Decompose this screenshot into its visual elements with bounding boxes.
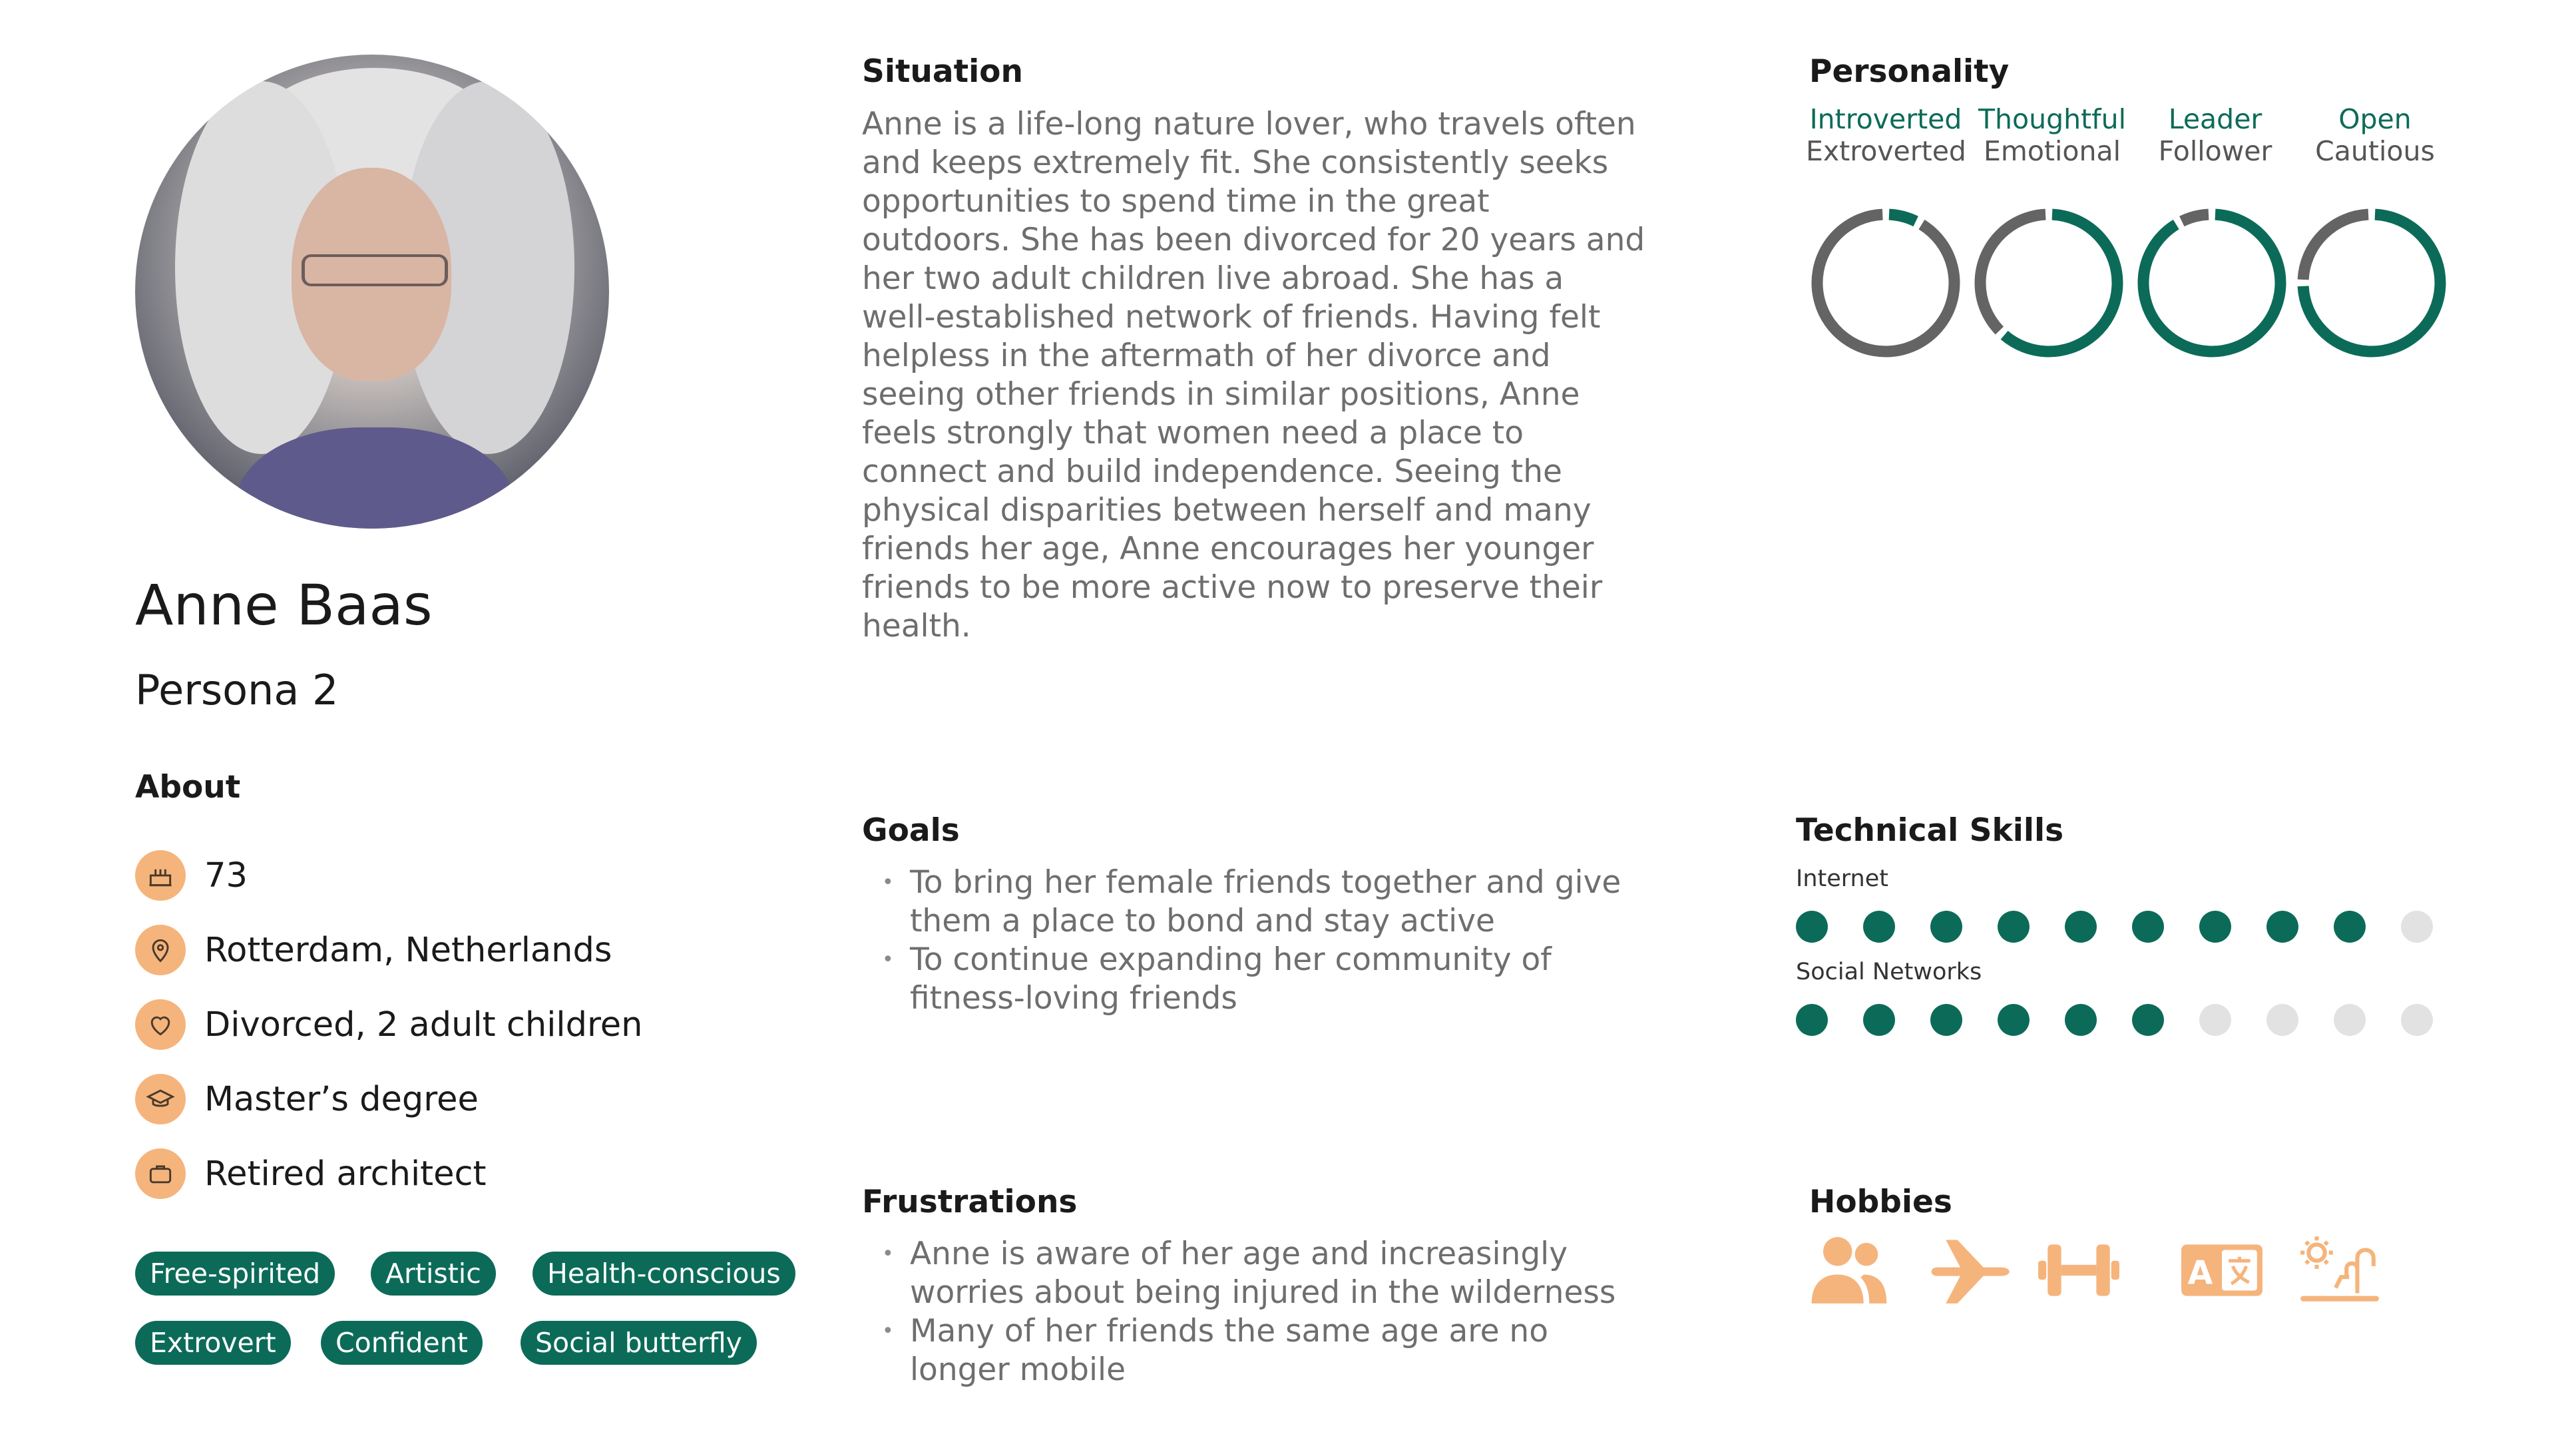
skill-dot xyxy=(2132,1004,2164,1036)
personality-ring xyxy=(2300,211,2444,355)
tag-confident: Confident xyxy=(321,1321,483,1365)
airplane-icon xyxy=(1926,1230,2012,1310)
cake-icon xyxy=(135,850,186,901)
skill-dot xyxy=(1930,911,1962,943)
skill-dot xyxy=(1863,1004,1895,1036)
skill-dot xyxy=(2065,1004,2097,1036)
skill-label-social-networks: Social Networks xyxy=(1796,959,1982,985)
goals-list xyxy=(862,863,1621,1018)
about-education xyxy=(135,1073,479,1126)
about-location-text: Rotterdam, Netherlands xyxy=(204,930,612,970)
goals-title: Goals xyxy=(862,812,960,849)
skill-dots-social-networks xyxy=(1796,1004,2435,1037)
personality-ring xyxy=(2120,193,2303,373)
trait-top-label: Thoughtful xyxy=(1978,103,2126,135)
skill-dot xyxy=(1796,1004,1828,1036)
personality-ring xyxy=(1797,193,1980,373)
skill-dot xyxy=(2334,911,2366,943)
graduation-cap-icon xyxy=(135,1074,186,1124)
translate-icon xyxy=(2179,1230,2265,1310)
persona-name: Anne Baas xyxy=(135,573,433,638)
persona-subtitle: Persona 2 xyxy=(135,666,339,714)
about-occupation xyxy=(135,1147,487,1200)
skill-dot xyxy=(1863,911,1895,943)
goal-item: • To bring her female friends together and give them a place to bond and stay active xyxy=(862,863,1621,941)
about-age xyxy=(135,849,248,902)
ring-top-arc xyxy=(2140,211,2284,355)
tag-extrovert: Extrovert xyxy=(135,1321,291,1365)
skill-dot xyxy=(1998,911,2030,943)
skill-dot xyxy=(2401,911,2433,943)
trait-bottom-label: Extroverted xyxy=(1806,135,1966,167)
skill-dot xyxy=(2334,1004,2366,1036)
frustration-item: • Anne is aware of her age and increasingly worries about being injured in the wilderness xyxy=(862,1235,1615,1312)
tag-free-spirited: Free-spirited xyxy=(135,1252,335,1296)
svg-text:A: A xyxy=(2187,1254,2213,1292)
trait-introverted-extroverted xyxy=(1806,103,1966,167)
tag-health-conscious: Health-conscious xyxy=(533,1252,795,1296)
trait-bottom-label: Cautious xyxy=(2315,135,2435,167)
skill-dot xyxy=(2065,911,2097,943)
skill-dot xyxy=(2266,1004,2298,1036)
trait-thoughtful-emotional xyxy=(1972,103,2132,167)
friends-group-icon xyxy=(1806,1230,1892,1310)
trait-top-label: Leader xyxy=(2168,103,2262,135)
tag-artistic: Artistic xyxy=(371,1252,496,1296)
skill-dot xyxy=(1930,1004,1962,1036)
personality-ring xyxy=(1952,193,2145,373)
about-family xyxy=(135,998,643,1051)
about-location xyxy=(135,923,612,977)
skill-dot xyxy=(1796,911,1828,943)
skill-label-internet: Internet xyxy=(1796,865,1888,892)
trait-top-label: Open xyxy=(2338,103,2412,135)
trait-leader-follower xyxy=(2135,103,2295,167)
skill-dot xyxy=(1998,1004,2030,1036)
frustration-item: • Many of her friends the same age are no longer mobile xyxy=(862,1312,1615,1389)
skill-dot xyxy=(2199,1004,2231,1036)
heart-icon xyxy=(135,999,186,1050)
skill-dot xyxy=(2401,1004,2433,1036)
about-family-text: Divorced, 2 adult children xyxy=(204,1005,643,1045)
skill-dots-internet xyxy=(1796,911,2435,944)
technical-skills-title: Technical Skills xyxy=(1796,812,2064,849)
skill-dot xyxy=(2199,911,2231,943)
hobbies-title: Hobbies xyxy=(1809,1184,1952,1220)
trait-top-label: Introverted xyxy=(1809,103,1962,135)
personality-title: Personality xyxy=(1809,53,2010,90)
trait-open-cautious xyxy=(2295,103,2455,167)
sun-beach-icon xyxy=(2295,1230,2382,1310)
location-pin-icon xyxy=(135,925,186,975)
frustrations-title: Frustrations xyxy=(862,1184,1078,1220)
skill-dot xyxy=(2132,911,2164,943)
briefcase-icon xyxy=(135,1148,186,1199)
avatar xyxy=(135,55,609,529)
ring-bottom-arc xyxy=(1797,193,1980,373)
about-occupation-text: Retired architect xyxy=(204,1154,487,1194)
trait-bottom-label: Emotional xyxy=(1984,135,2121,167)
tag-social-butterfly: Social butterfly xyxy=(521,1321,757,1365)
about-title: About xyxy=(135,769,241,806)
about-age-text: 73 xyxy=(204,855,248,895)
situation-title: Situation xyxy=(862,53,1023,90)
dumbbell-icon xyxy=(2036,1230,2122,1310)
goal-item: • To continue expanding her community of fitness-loving friends xyxy=(862,941,1621,1018)
situation-text: Anne is a life-long nature lover, who travels often and keeps extremely fit. She consistently seeks opportunities to spend time in the great outdoors. She has been divorced for 20 years and her two adult children live abroad. She has a well-established network of friends. Having felt helpless in the aftermath of her divorce and seeing other friends in similar positions, Anne feels strongly that women need a place to connect and build independence. Seeing the physical disparities between herself and many friends her age, Anne encourages her younger friends to be more active now to preserve their health. xyxy=(862,106,1645,644)
about-education-text: Master’s degree xyxy=(204,1079,479,1119)
trait-bottom-label: Follower xyxy=(2158,135,2272,167)
skill-dot xyxy=(2266,911,2298,943)
personality-rings xyxy=(1797,193,2463,373)
frustrations-list xyxy=(862,1235,1615,1389)
